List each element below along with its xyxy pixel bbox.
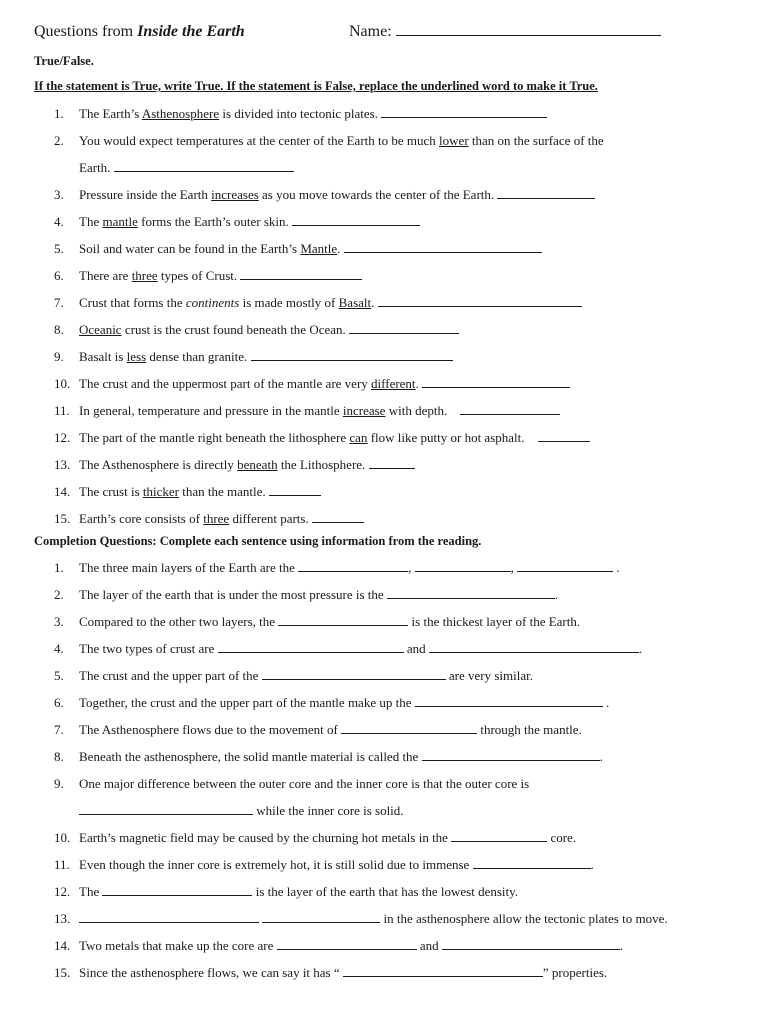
answer-blank[interactable] bbox=[79, 911, 259, 923]
answer-blank[interactable] bbox=[262, 911, 380, 923]
answer-blank[interactable] bbox=[460, 403, 560, 415]
completion-question: 1. The three main layers of the Earth are the , , . bbox=[54, 560, 620, 575]
answer-blank[interactable] bbox=[422, 376, 570, 388]
answer-blank[interactable] bbox=[349, 322, 459, 334]
tf-question: 9. Basalt is less dense than granite. bbox=[0, 343, 604, 370]
completion-list bbox=[0, 554, 668, 986]
answer-blank[interactable] bbox=[251, 349, 453, 361]
answer-blank[interactable] bbox=[262, 668, 446, 680]
completion-question: 10. Earth’s magnetic field may be caused by the churning hot metals in the core. bbox=[54, 830, 577, 845]
answer-blank[interactable] bbox=[298, 560, 408, 572]
answer-blank[interactable] bbox=[341, 722, 477, 734]
tf-question: 1. The Earth’s Asthenosphere is divided into tectonic plates. bbox=[0, 100, 604, 127]
answer-blank[interactable] bbox=[277, 938, 417, 950]
answer-blank[interactable] bbox=[218, 641, 404, 653]
answer-blank[interactable] bbox=[369, 457, 415, 469]
tf-question: 8. Oceanic crust is the crust found beneath the Ocean. bbox=[0, 316, 604, 343]
completion-question: 12. The is the layer of the earth that has the lowest density. bbox=[54, 884, 519, 899]
answer-blank[interactable] bbox=[312, 511, 364, 523]
completion-question: 5. The crust and the upper part of the are very similar. bbox=[54, 668, 534, 683]
true-false-heading: True/False. bbox=[34, 54, 94, 68]
worksheet-title: Questions from Inside the Earth bbox=[34, 23, 245, 40]
answer-blank[interactable] bbox=[278, 614, 408, 626]
name-label: Name: bbox=[349, 23, 396, 40]
tf-question: 4. The mantle forms the Earth’s outer skin. bbox=[0, 208, 604, 235]
tf-question: 13. The Asthenosphere is directly beneath the Lithosphere. bbox=[0, 451, 604, 478]
completion-heading: Completion Questions: Complete each sentence using information from the reading. bbox=[34, 534, 482, 548]
completion-question: 2. The layer of the earth that is under the most pressure is the . bbox=[54, 587, 559, 602]
tf-question: 5. Soil and water can be found in the Earth’s Mantle. bbox=[0, 235, 604, 262]
answer-blank[interactable] bbox=[378, 295, 582, 307]
book-title: Inside the Earth bbox=[137, 23, 245, 40]
answer-blank[interactable] bbox=[292, 214, 420, 226]
tf-question: 6. There are three types of Crust. bbox=[0, 262, 604, 289]
tf-question: 2. You would expect temperatures at the center of the Earth to be much lower than on the surface of the Earth. bbox=[54, 133, 604, 175]
answer-blank[interactable] bbox=[497, 187, 595, 199]
answer-blank[interactable] bbox=[422, 749, 600, 761]
answer-blank[interactable] bbox=[415, 560, 511, 572]
tf-question: 7. Crust that forms the continents is made mostly of Basalt. bbox=[0, 289, 604, 316]
tf-question: 12. The part of the mantle right beneath the lithosphere can flow like putty or hot asphalt. bbox=[0, 424, 604, 451]
answer-blank[interactable] bbox=[381, 106, 547, 118]
answer-blank[interactable] bbox=[240, 268, 362, 280]
completion-question: 14. Two metals that make up the core are and . bbox=[54, 938, 624, 953]
completion-question: 11. Even though the inner core is extremely hot, it is still solid due to immense . bbox=[54, 857, 594, 872]
completion-question: 4. The two types of crust are and . bbox=[54, 641, 643, 656]
answer-blank[interactable] bbox=[517, 560, 613, 572]
completion-question: 8. Beneath the asthenosphere, the solid mantle material is called the . bbox=[54, 749, 603, 764]
answer-blank[interactable] bbox=[79, 803, 253, 815]
answer-blank[interactable] bbox=[102, 884, 252, 896]
answer-blank[interactable] bbox=[269, 484, 321, 496]
answer-blank[interactable] bbox=[344, 241, 542, 253]
tf-question: 11. In general, temperature and pressure in the mantle increase with depth. bbox=[0, 397, 604, 424]
tf-question: 10. The crust and the uppermost part of the mantle are very different. bbox=[0, 370, 604, 397]
completion-question: 15. Since the asthenosphere flows, we can say it has “ ” properties. bbox=[54, 965, 608, 980]
completion-question: 3. Compared to the other two layers, the is the thickest layer of the Earth. bbox=[54, 614, 581, 629]
name-field[interactable] bbox=[349, 23, 661, 41]
answer-blank[interactable] bbox=[473, 857, 591, 869]
tf-question: 15. Earth’s core consists of three different parts. bbox=[0, 505, 604, 532]
completion-question: 6. Together, the crust and the upper part of the mantle make up the . bbox=[54, 695, 610, 710]
answer-blank[interactable] bbox=[538, 430, 590, 442]
completion-question: 13. in the asthenosphere allow the tectonic plates to move. bbox=[54, 911, 668, 926]
name-blank[interactable] bbox=[396, 34, 661, 36]
answer-blank[interactable] bbox=[442, 938, 620, 950]
answer-blank[interactable] bbox=[451, 830, 547, 842]
completion-question: 7. The Asthenosphere flows due to the movement of through the mantle. bbox=[54, 722, 582, 737]
true-false-list bbox=[0, 100, 604, 532]
answer-blank[interactable] bbox=[114, 160, 294, 172]
answer-blank[interactable] bbox=[387, 587, 555, 599]
worksheet-header bbox=[34, 23, 738, 47]
answer-blank[interactable] bbox=[343, 965, 543, 977]
answer-blank[interactable] bbox=[429, 641, 639, 653]
tf-question: 3. Pressure inside the Earth increases as you move towards the center of the Earth. bbox=[0, 181, 604, 208]
answer-blank[interactable] bbox=[415, 695, 603, 707]
completion-question: 9. One major difference between the outer core and the inner core is that the outer core is while the inner core is solid. bbox=[54, 776, 530, 818]
tf-question: 14. The crust is thicker than the mantle. bbox=[0, 478, 604, 505]
true-false-instructions: If the statement is True, write True. If the statement is False, replace the underlined word to make it True. bbox=[34, 79, 598, 93]
